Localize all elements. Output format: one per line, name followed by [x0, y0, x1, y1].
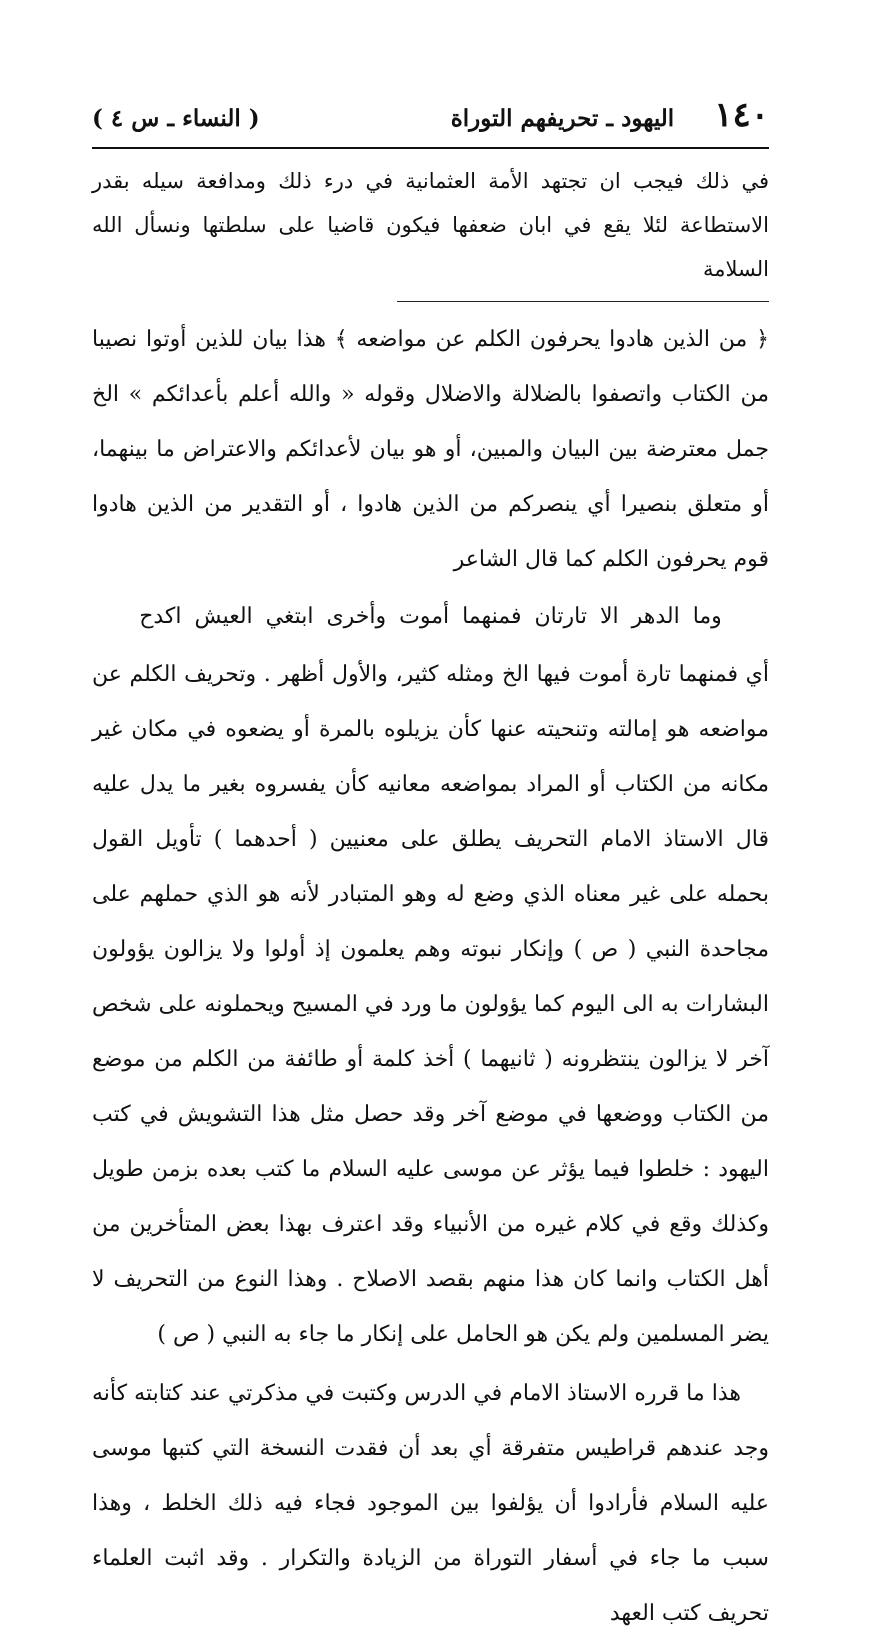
paragraph-verse-commentary: ﴿ من الذين هادوا يحرفون الكلم عن مواضعه ﴾ هذا بيان للذين أوتوا نصيبا من الكتاب واتصفوا بالضلالة والاضلال وقوله « والله أعلم بأعدائكم » الخ جمل معترضة بين البيان والمبين، أو هو بيان لأعدائكم والاعتراض ما بينهما، أو متعلق بنصيرا أي ينصركم من الذين هادوا ، أو التقدير من الذين هادوا قوم يحرفون الكلم كما قال الشاعر	[92, 327, 769, 572]
header-rule	[92, 147, 769, 149]
section-separator	[397, 301, 769, 302]
paragraph-notes: هذا ما قرره الاستاذ الامام في الدرس وكتبت في مذكرتي عند كتابته كأنه وجد عندهم قراطيس متفرقة أي بعد أن فقدت النسخة التي كتبها موسى عليه السلام فأرادوا أن يؤلفوا بين الموجود فجاء فيه ذلك الخلط ، وهذا سبب ما جاء في أسفار التوراة من الزيادة والتكرار . وقد اثبت العلماء تحريف كتب العهد	[92, 1381, 769, 1626]
poetry-verse: وما الدهر الا تارتان فمنهما أموت وأخرى ابتغي العيش اكدح	[139, 604, 722, 629]
page-number: ١٤٠	[714, 95, 769, 135]
paragraph-continuation: في ذلك فيجب ان تجتهد الأمة العثمانية في درء ذلك ومدافعة سيله بقدر الاستطاعة لئلا يقع في ابان ضعفها فيكون قاضيا على سلطتها ونسأل الله السلامة	[92, 169, 769, 281]
surah-reference: ( النساء ـ س ٤ )	[92, 105, 260, 132]
running-title: اليهود ـ تحريفهم التوراة	[450, 105, 675, 132]
page-header	[92, 95, 769, 143]
paragraph-tahrif-explanation: أي فمنهما تارة أموت فيها الخ ومثله كثير، والأول أظهر . وتحريف الكلم عن مواضعه هو إمالته وتنحيته عنها كأن يزيلوه بالمرة أو يضعوه في مكان غير مكانه من الكتاب أو المراد بمواضعه معانيه كأن يفسروه بغير ما يدل عليه قال الاستاذ الامام التحريف يطلق على معنيين ( أحدهما ) تأويل القول بحمله على غير معناه الذي وضع له وهو المتبادر لأنه هو الذي حملهم على مجاحدة النبي ( ص ) وإنكار نبوته وهم يعلمون إذ أولوا ولا يزالون يؤولون البشارات به الى اليوم كما يؤولون ما ورد في المسيح ويحملونه على شخص آخر لا يزالون ينتظرونه ( ثانيهما ) أخذ كلمة أو طائفة من الكلم من موضع من الكتاب ووضعها في موضع آخر وقد حصل مثل هذا التشويش في كتب اليهود : خلطوا فيما يؤثر عن موسى عليه السلام ما كتب بعده بزمن طويل وكذلك وقع في كلام غيره من الأنبياء وقد اعترف بهذا بعض المتأخرين من أهل الكتاب وانما كان هذا منهم بقصد الاصلاح . وهذا النوع من التحريف لا يضر المسلمين ولم يكن هو الحامل على إنكار ما جاء به النبي ( ص )	[92, 662, 769, 1347]
